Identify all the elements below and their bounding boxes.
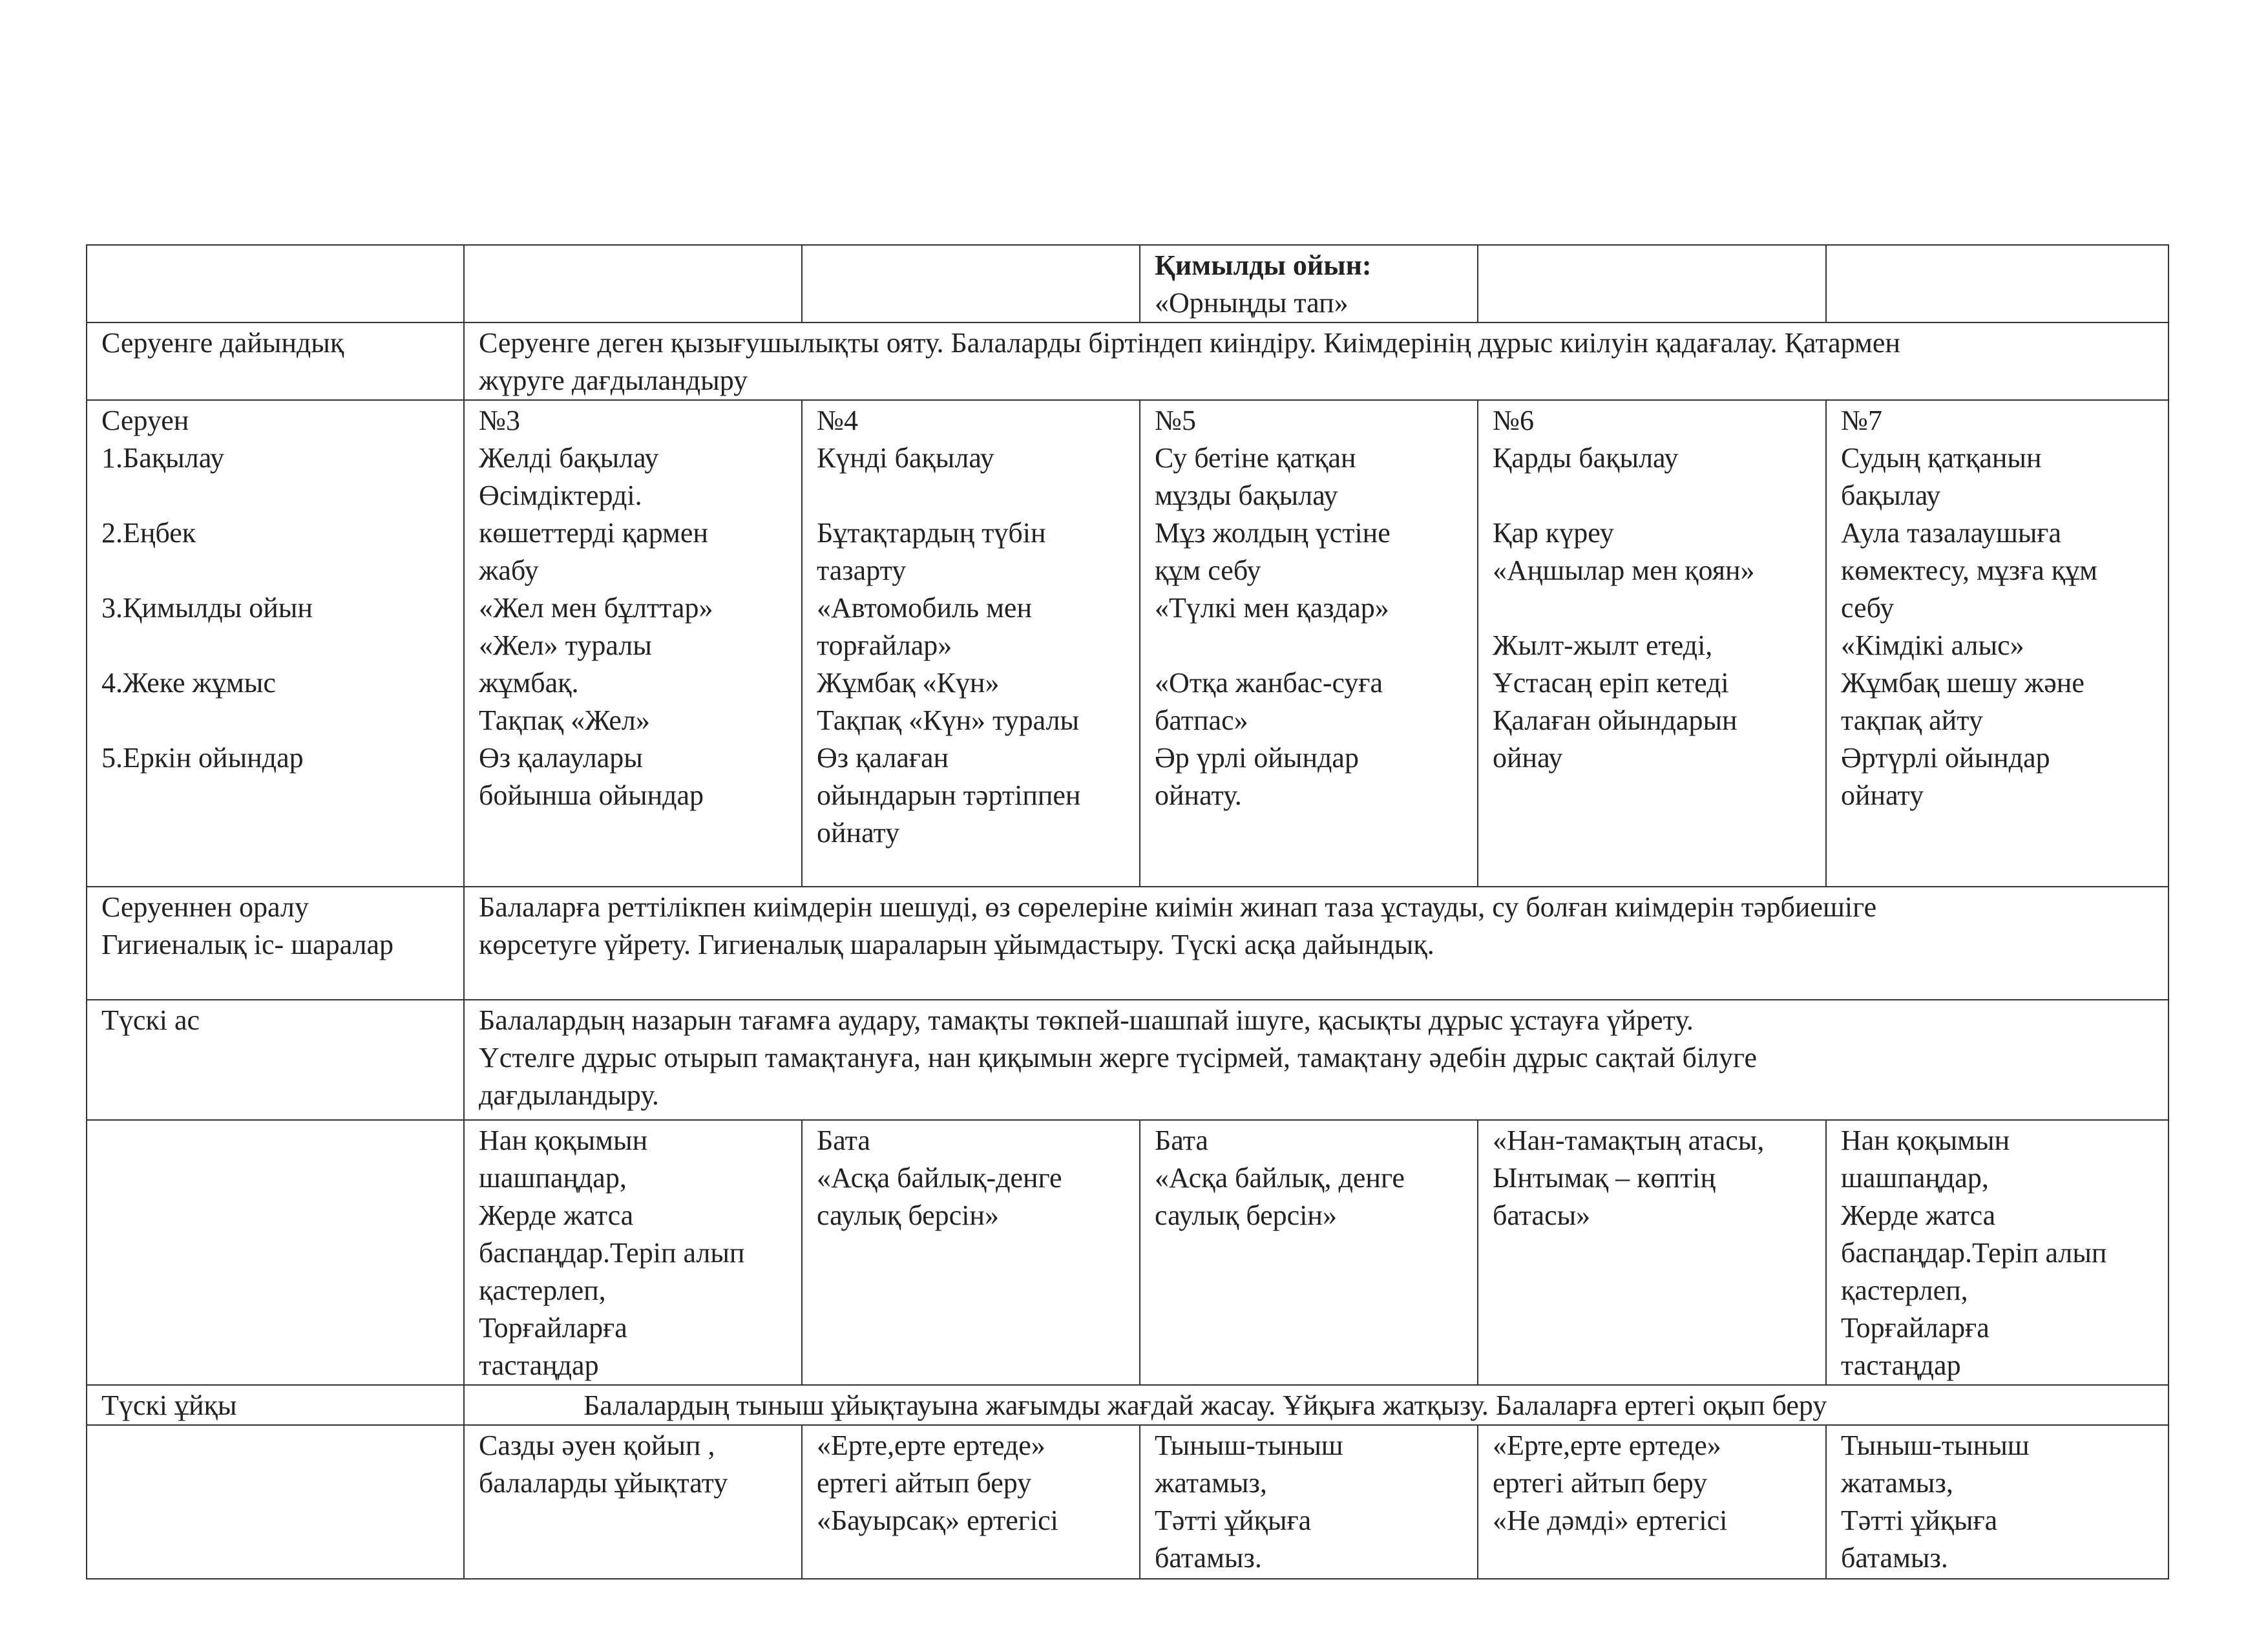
text-line: ойнату: [817, 817, 900, 849]
text-line: тазарту: [817, 555, 907, 586]
text-line: «Автомобиль мен: [817, 592, 1032, 624]
text-line: Ұстасаң еріп кетеді: [1493, 667, 1729, 699]
text-line: Судың қатқанын: [1841, 442, 2042, 474]
text-line: бойынша ойындар: [479, 779, 704, 811]
text-line: №3: [479, 405, 520, 436]
cell-walk-col1: [464, 400, 802, 887]
cell-lunch-col1: [464, 1120, 802, 1385]
text-line: Жерде жатса: [479, 1199, 634, 1231]
text-line: жабу: [479, 555, 539, 586]
text-line: ойындарын тәртіппен: [817, 779, 1081, 811]
text-line: №4: [817, 405, 858, 436]
cell-walk-col5: [1826, 400, 2168, 887]
row-label-return: [87, 887, 464, 1000]
cell-walk-col4: [1478, 400, 1826, 887]
text-line: Жұмбақ «Күн»: [817, 667, 1000, 699]
text-line: саулық берсін»: [817, 1199, 999, 1231]
text-line: баспаңдар.Теріп алып: [479, 1237, 745, 1269]
text-line: №5: [1155, 405, 1196, 436]
text-line: Жұмбақ шешу және: [1841, 667, 2084, 699]
text-line: Торғайларға: [479, 1312, 627, 1344]
cell-lunch-col4: [1478, 1120, 1826, 1385]
cell-empty: [1826, 245, 2168, 322]
row-label-lunch: [87, 1000, 464, 1120]
blank-line: [101, 477, 463, 514]
text-line: Торғайларға: [1841, 1312, 1990, 1344]
text-line: 3.Қимылды ойын: [101, 592, 313, 624]
text-line: батасы»: [1493, 1199, 1591, 1231]
text-line: Әртүрлі ойындар: [1841, 742, 2050, 774]
text-line: «Аңшылар мен қоян»: [1493, 555, 1755, 586]
text-line: саулық берсін»: [1155, 1199, 1337, 1231]
text-line: Нан қоқымын: [479, 1125, 648, 1156]
text-line: ойнау: [1493, 742, 1563, 774]
table-row-walk: [87, 400, 2168, 887]
text-line: «Отқа жанбас-суға: [1155, 667, 1383, 699]
cell-nap-col2: [802, 1425, 1140, 1579]
nap-text: Балалардың тыныш ұйықтауына жағымды жағдай жасау. Ұйқыға жатқызу. Балаларға ертегі оқып беру: [583, 1389, 1827, 1421]
text-line: «Жел мен бұлттар»: [479, 592, 713, 624]
text-line: Тақпақ «Жел»: [479, 704, 650, 736]
cell-lunch-text: [464, 1000, 2168, 1120]
text-line: себу: [1841, 592, 1895, 624]
text-line: торғайлар»: [817, 629, 952, 661]
text-line: баспаңдар.Теріп алып: [1841, 1237, 2107, 1269]
cell-empty: [87, 1425, 464, 1579]
cell-walk-col3: [1140, 400, 1478, 887]
row-label-walk: [87, 400, 464, 887]
text-line: «Бауырсақ» ертегісі: [817, 1505, 1058, 1536]
text-line: Аула тазалаушыға: [1841, 517, 2061, 549]
text-line: шашпаңдар,: [479, 1162, 627, 1194]
text-line: «Не дәмді» ертегісі: [1493, 1505, 1728, 1536]
text-line: көрсетуге үйрету. Гигиеналық шараларын ұйымдастыру. Түскі асқа дайындық.: [479, 929, 1434, 960]
table-row-prep: [87, 322, 2168, 400]
text-line: Қалаған ойындарын: [1493, 704, 1738, 736]
text-line: қастерлеп,: [1841, 1274, 1968, 1306]
text-line: балаларды ұйықтату: [479, 1467, 728, 1499]
text-line: Тақпақ «Күн» туралы: [817, 704, 1080, 736]
text-line: «Ерте,ерте ертеде»: [1493, 1430, 1721, 1461]
text-line: Серуен: [101, 405, 189, 436]
text-line: Серуеннен оралу: [101, 891, 309, 923]
text-line: батамыз.: [1841, 1542, 1948, 1574]
blank-line: [1493, 477, 1825, 514]
table-row-nap-activities: [87, 1425, 2168, 1579]
text-line: көмектесу, мұзға құм: [1841, 555, 2097, 586]
text-line: тақпақ айту: [1841, 704, 1983, 736]
cell-lunch-col2: [802, 1120, 1140, 1385]
text-line: батпас»: [1155, 704, 1248, 736]
text-line: Нан қоқымын: [1841, 1125, 2010, 1156]
game-name: «Орныңды тап»: [1155, 287, 1349, 319]
text-line: ойнату.: [1155, 779, 1242, 811]
text-line: Тәтті ұйқыға: [1841, 1505, 1998, 1536]
cell-lunch-col3: [1140, 1120, 1478, 1385]
text-line: «Жел» туралы: [479, 629, 652, 661]
text-line: Тыныш-тыныш: [1841, 1430, 2030, 1461]
text-line: Өз қалаулары: [479, 742, 643, 774]
text-line: Бата: [1155, 1125, 1208, 1156]
cell-prep-text: [464, 322, 2168, 400]
text-line: Қарды бақылау: [1493, 442, 1679, 474]
cell-return-text: [464, 887, 2168, 1000]
text-line: №6: [1493, 405, 1534, 436]
cell-game: [1140, 245, 1478, 322]
text-line: «Асқа байлық-денге: [817, 1162, 1062, 1194]
text-line: 4.Жеке жұмыс: [101, 667, 276, 699]
text-line: Сазды әуен қойып ,: [479, 1430, 715, 1461]
row-label-nap: [87, 1385, 464, 1425]
text-line: ойнату: [1841, 779, 1924, 811]
text-line: Әр үрлі ойындар: [1155, 742, 1359, 774]
blank-line: [1493, 589, 1825, 627]
text-line: құм себу: [1155, 555, 1261, 586]
cell-empty: [1478, 245, 1826, 322]
text-line: Жерде жатса: [1841, 1199, 1996, 1231]
game-title: Қимылды ойын:: [1155, 249, 1372, 281]
text-line: тастаңдар: [1841, 1349, 1961, 1381]
blank-line: [1155, 627, 1477, 664]
cell-nap-col4: [1478, 1425, 1826, 1579]
text-line: бақылау: [1841, 480, 1941, 511]
text-line: Өз қалаған: [817, 742, 949, 774]
cell-nap-col3: [1140, 1425, 1478, 1579]
text-line: Су бетіне қатқан: [1155, 442, 1356, 474]
text-line: тастаңдар: [479, 1349, 599, 1381]
cell-empty: [87, 245, 464, 322]
table-row-nap: [87, 1385, 2168, 1425]
table-row-return: [87, 887, 2168, 1000]
text-line: Тыныш-тыныш: [1155, 1430, 1343, 1461]
text-line: №7: [1841, 405, 1882, 436]
table-row-lunch: [87, 1000, 2168, 1120]
text-line: Ынтымақ – көптің: [1493, 1162, 1716, 1194]
text-line: Балаларға реттілікпен киімдерін шешуді, өз сөрелеріне киімін жинап таза ұстауды, су болған киімдерін тәрбиешіге: [479, 891, 1877, 923]
text-line: 1.Бақылау: [101, 442, 224, 474]
text-line: Мұз жолдың үстіне: [1155, 517, 1391, 549]
row-label: Түскі ас: [101, 1004, 200, 1036]
text-line: «Асқа байлық, денге: [1155, 1162, 1405, 1194]
text-line: «Түлкі мен қаздар»: [1155, 592, 1389, 624]
text-line: «Ерте,ерте ертеде»: [817, 1430, 1045, 1461]
text-line: Балалардың назарын тағамға аудару, тамақты төкпей-шашпай ішуге, қасықты дұрыс ұстауға үйрету.: [479, 1004, 1694, 1036]
text-line: ертегі айтып беру: [1493, 1467, 1708, 1499]
text-line: Өсімдіктерді.: [479, 480, 642, 511]
text-line: Қар күреу: [1493, 517, 1614, 549]
blank-line: [101, 552, 463, 589]
text-line: Үстелге дұрыс отырып тамақтануға, нан қиқымын жерге түсірмей, тамақтану әдебін дұрыс сақтай білуге: [479, 1042, 1758, 1073]
text-line: көшеттерді қармен: [479, 517, 708, 549]
text-line: қастерлеп,: [479, 1274, 606, 1306]
cell-nap-col1: [464, 1425, 802, 1579]
text-line: мұзды бақылау: [1155, 480, 1338, 511]
cell-empty: [87, 1120, 464, 1385]
blank-line: [101, 702, 463, 739]
text-line: Тәтті ұйқыға: [1155, 1505, 1312, 1536]
row-label: Түскі ұйқы: [101, 1389, 237, 1421]
text-line: Бұтақтардың түбін: [817, 517, 1046, 549]
blank-line: [101, 627, 463, 664]
cell-lunch-col5: [1826, 1120, 2168, 1385]
cell-empty: [802, 245, 1140, 322]
text-line: жұмбақ.: [479, 667, 579, 699]
cell-nap-text: [464, 1385, 2168, 1425]
row-label-prep: [87, 322, 464, 400]
blank-line: [817, 477, 1139, 514]
text-line: Желді бақылау: [479, 442, 659, 474]
text-line: «Кімдікі алыс»: [1841, 629, 2024, 661]
text-line: Жылт-жылт етеді,: [1493, 629, 1713, 661]
text-line: шашпаңдар,: [1841, 1162, 1989, 1194]
text-line: 2.Еңбек: [101, 517, 196, 549]
cell-nap-col5: [1826, 1425, 2168, 1579]
table-row-top: [87, 245, 2168, 322]
text-line: жатамыз,: [1155, 1467, 1267, 1499]
text-line: «Нан-тамақтың атасы,: [1493, 1125, 1765, 1156]
text-line: Бата: [817, 1125, 870, 1156]
text-line: 5.Еркін ойындар: [101, 742, 304, 774]
text-line: Гигиеналық іс- шаралар: [101, 929, 394, 960]
daily-plan-table: [86, 244, 2169, 1579]
cell-walk-col2: [802, 400, 1140, 887]
text-line: дағдыландыру.: [479, 1079, 659, 1111]
table-row-lunch-blessings: [87, 1120, 2168, 1385]
text-line: жатамыз,: [1841, 1467, 1953, 1499]
text-line: Серуенге деген қызығушылықты ояту. Балаларды біртіндеп киіндіру. Киімдерінің дұрыс киілуін қадағалау. Қатармен: [479, 327, 1900, 359]
text-line: жүруге дағдыландыру: [479, 364, 748, 396]
text-line: батамыз.: [1155, 1542, 1262, 1574]
text-line: ертегі айтып беру: [817, 1467, 1032, 1499]
text-line: Күнді бақылау: [817, 442, 994, 474]
row-label: Серуенге дайындық: [101, 327, 344, 359]
cell-empty: [464, 245, 802, 322]
